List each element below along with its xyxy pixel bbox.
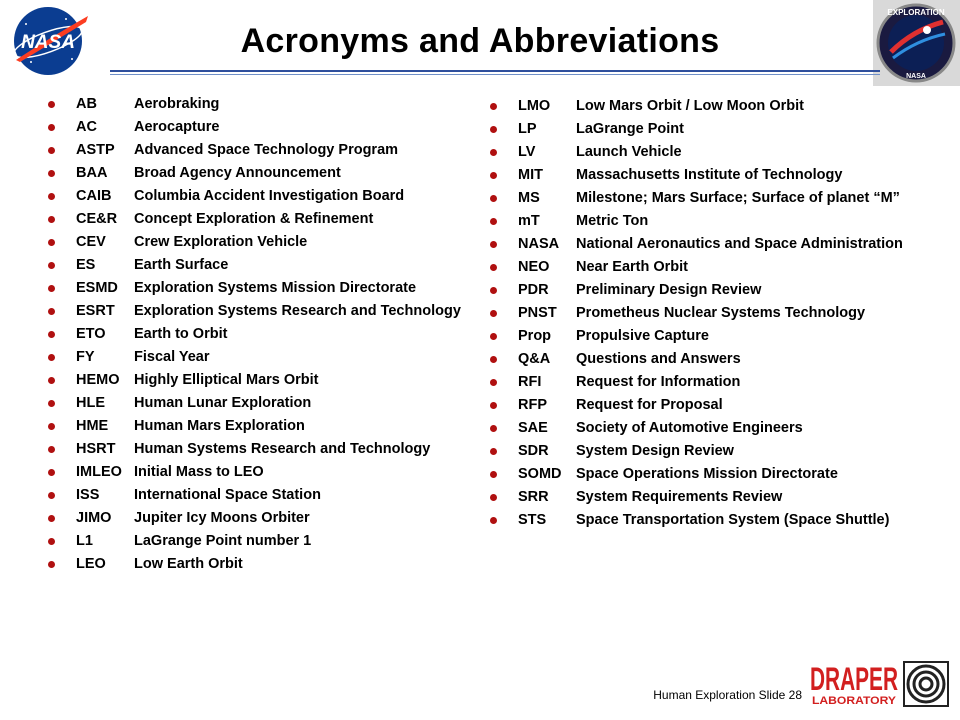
- acronym-definition: Earth to Orbit: [134, 326, 228, 342]
- bullet-icon: [48, 101, 55, 108]
- acronym-definition: Request for Information: [576, 374, 741, 390]
- acronym: SDR: [518, 443, 549, 459]
- list-item: [48, 257, 468, 274]
- acronym-definition: Space Transportation System (Space Shuttle): [576, 512, 890, 528]
- list-item: [490, 420, 910, 437]
- bullet-icon: [490, 241, 497, 248]
- acronym: ESRT: [76, 303, 115, 319]
- bullet-icon: [48, 538, 55, 545]
- list-item: [48, 372, 468, 389]
- list-item: [490, 512, 910, 529]
- draper-logo: [810, 660, 952, 708]
- acronym-definition: Human Mars Exploration: [134, 418, 305, 434]
- bullet-icon: [48, 469, 55, 476]
- list-item: [48, 487, 468, 504]
- acronym-definition: International Space Station: [134, 487, 321, 503]
- bullet-icon: [48, 492, 55, 499]
- list-item: [490, 374, 910, 391]
- list-item: [490, 466, 910, 483]
- acronym-definition: Concept Exploration & Refinement: [134, 211, 374, 227]
- acronym: JIMO: [76, 510, 112, 526]
- list-item: [490, 121, 910, 138]
- list-item: [490, 282, 910, 299]
- acronym-definition: Advanced Space Technology Program: [134, 142, 399, 158]
- acronym-definition: Propulsive Capture: [576, 328, 709, 344]
- list-item: [48, 303, 468, 320]
- list-item: [48, 280, 468, 297]
- acronym-definition: Aerocapture: [134, 119, 220, 135]
- list-item: [490, 144, 910, 161]
- bullet-icon: [490, 356, 497, 363]
- bullet-icon: [490, 310, 497, 317]
- page-title: Acronyms and Abbreviations: [240, 22, 720, 60]
- acronym: FY: [76, 349, 95, 365]
- acronym-definition: Aerobraking: [134, 96, 220, 112]
- bullet-icon: [48, 193, 55, 200]
- acronym: L1: [76, 533, 93, 549]
- bullet-icon: [48, 446, 55, 453]
- acronym-definition: Preliminary Design Review: [576, 282, 762, 298]
- acronym: RFI: [518, 374, 542, 390]
- bullet-icon: [490, 264, 497, 271]
- acronym: NEO: [518, 259, 550, 275]
- acronym: IMLEO: [76, 464, 122, 480]
- acronym-definition: Space Operations Mission Directorate: [576, 466, 838, 482]
- list-item: [490, 259, 910, 276]
- bullet-icon: [490, 448, 497, 455]
- right-acronym-list: [490, 98, 910, 535]
- list-item: [490, 351, 910, 368]
- acronym-definition: Crew Exploration Vehicle: [134, 234, 308, 250]
- acronym: Prop: [518, 328, 552, 344]
- bullet-icon: [48, 216, 55, 223]
- list-item: [490, 98, 910, 115]
- acronym: LP: [518, 121, 537, 137]
- bullet-icon: [48, 262, 55, 269]
- list-item: [490, 236, 910, 253]
- acronym: SAE: [518, 420, 548, 436]
- acronym: CAIB: [76, 188, 112, 204]
- bullet-icon: [490, 379, 497, 386]
- bullet-icon: [490, 287, 497, 294]
- draper-logo-text: DRAPER: [810, 661, 898, 697]
- bullet-icon: [490, 195, 497, 202]
- acronym-definition: LaGrange Point number 1: [134, 533, 312, 549]
- acronym-definition: Low Mars Orbit / Low Moon Orbit: [576, 98, 804, 114]
- acronym-definition: Highly Elliptical Mars Orbit: [134, 372, 319, 388]
- acronym-definition: Milestone; Mars Surface; Surface of planet “M”: [576, 190, 900, 206]
- acronym-definition: Initial Mass to LEO: [134, 464, 264, 480]
- acronym: HME: [76, 418, 109, 434]
- acronym-definition: Questions and Answers: [576, 351, 741, 367]
- list-item: [490, 328, 910, 345]
- acronym: Q&A: [518, 351, 551, 367]
- acronym: HEMO: [76, 372, 120, 388]
- bullet-icon: [48, 561, 55, 568]
- acronym: SRR: [518, 489, 549, 505]
- acronym: PNST: [518, 305, 557, 321]
- list-item: [490, 443, 910, 460]
- acronym-definition: Human Systems Research and Technology: [134, 441, 431, 457]
- exploration-logo-sub: NASA: [906, 73, 926, 80]
- acronym: CEV: [76, 234, 106, 250]
- bullet-icon: [490, 471, 497, 478]
- list-item: [48, 464, 468, 481]
- acronym: ESMD: [76, 280, 118, 296]
- bullet-icon: [490, 425, 497, 432]
- acronym-definition: Earth Surface: [134, 257, 229, 273]
- bullet-icon: [48, 400, 55, 407]
- acronym: STS: [518, 512, 547, 528]
- acronym-definition: Fiscal Year: [134, 349, 210, 365]
- nasa-logo-text: NASA: [21, 32, 75, 53]
- bullet-icon: [490, 103, 497, 110]
- bullet-icon: [490, 517, 497, 524]
- list-item: [48, 188, 468, 205]
- acronym: BAA: [76, 165, 108, 181]
- acronym-definition: Exploration Systems Mission Directorate: [134, 280, 417, 296]
- bullet-icon: [48, 124, 55, 131]
- bullet-icon: [490, 402, 497, 409]
- acronym-definition: Society of Automotive Engineers: [576, 420, 803, 436]
- acronym-definition: Jupiter Icy Moons Orbiter: [134, 510, 310, 526]
- bullet-icon: [490, 149, 497, 156]
- acronym: HLE: [76, 395, 105, 411]
- bullet-icon: [48, 308, 55, 315]
- acronym-definition: Metric Ton: [576, 213, 649, 229]
- bullet-icon: [48, 239, 55, 246]
- list-item: [48, 441, 468, 458]
- list-item: [490, 213, 910, 230]
- list-item: [48, 556, 468, 573]
- bullet-icon: [490, 494, 497, 501]
- list-item: [490, 190, 910, 207]
- list-item: [48, 395, 468, 412]
- list-item: [48, 119, 468, 136]
- bullet-icon: [48, 423, 55, 430]
- list-item: [48, 234, 468, 251]
- acronym-definition: Columbia Accident Investigation Board: [134, 188, 405, 204]
- bullet-icon: [490, 126, 497, 133]
- list-item: [490, 489, 910, 506]
- list-item: [48, 142, 468, 159]
- list-item: [490, 397, 910, 414]
- bullet-icon: [490, 218, 497, 225]
- title-rule-thin: [110, 74, 880, 75]
- acronym: LEO: [76, 556, 106, 572]
- list-item: [48, 510, 468, 527]
- bullet-icon: [48, 515, 55, 522]
- list-item: [490, 305, 910, 322]
- slide-footer: Human Exploration Slide 28: [653, 688, 802, 702]
- acronym: SOMD: [518, 466, 562, 482]
- bullet-icon: [490, 172, 497, 179]
- acronym: AB: [76, 96, 97, 112]
- list-item: [490, 167, 910, 184]
- acronym: ASTP: [76, 142, 115, 158]
- bullet-icon: [48, 147, 55, 154]
- left-acronym-list: [48, 96, 468, 579]
- draper-logo-sub: LABORATORY: [812, 695, 897, 707]
- bullet-icon: [48, 285, 55, 292]
- list-item: [48, 211, 468, 228]
- acronym: LV: [518, 144, 536, 160]
- acronym-definition: System Design Review: [576, 443, 734, 459]
- acronym-definition: Low Earth Orbit: [134, 556, 243, 572]
- list-item: [48, 349, 468, 366]
- exploration-logo-text: EXPLORATION: [887, 8, 945, 17]
- acronym: NASA: [518, 236, 560, 252]
- acronym-definition: National Aeronautics and Space Administration: [576, 236, 903, 252]
- acronym-definition: Human Lunar Exploration: [134, 395, 312, 411]
- list-item: [48, 96, 468, 113]
- title-rule: [110, 70, 880, 72]
- acronym-definition: Launch Vehicle: [576, 144, 682, 160]
- acronym: PDR: [518, 282, 549, 298]
- list-item: [48, 418, 468, 435]
- acronym: HSRT: [76, 441, 116, 457]
- bullet-icon: [490, 333, 497, 340]
- acronym-definition: Exploration Systems Research and Technology: [134, 303, 461, 319]
- list-item: [48, 533, 468, 550]
- acronym-definition: System Requirements Review: [576, 489, 783, 505]
- bullet-icon: [48, 354, 55, 361]
- list-item: [48, 165, 468, 182]
- acronym-definition: Near Earth Orbit: [576, 259, 688, 275]
- acronym: ES: [76, 257, 96, 273]
- acronym: mT: [518, 213, 540, 229]
- acronym-definition: Prometheus Nuclear Systems Technology: [576, 305, 866, 321]
- acronym: ISS: [76, 487, 100, 503]
- acronym-definition: Broad Agency Announcement: [134, 165, 341, 181]
- acronym: CE&R: [76, 211, 118, 227]
- bullet-icon: [48, 377, 55, 384]
- acronym: MS: [518, 190, 540, 206]
- acronym-definition: Massachusetts Institute of Technology: [576, 167, 843, 183]
- acronym: MIT: [518, 167, 543, 183]
- acronym: RFP: [518, 397, 547, 413]
- bullet-icon: [48, 331, 55, 338]
- acronym: LMO: [518, 98, 551, 114]
- acronym-definition: LaGrange Point: [576, 121, 684, 137]
- acronym-definition: Request for Proposal: [576, 397, 723, 413]
- list-item: [48, 326, 468, 343]
- bullet-icon: [48, 170, 55, 177]
- acronym: ETO: [76, 326, 106, 342]
- acronym: AC: [76, 119, 97, 135]
